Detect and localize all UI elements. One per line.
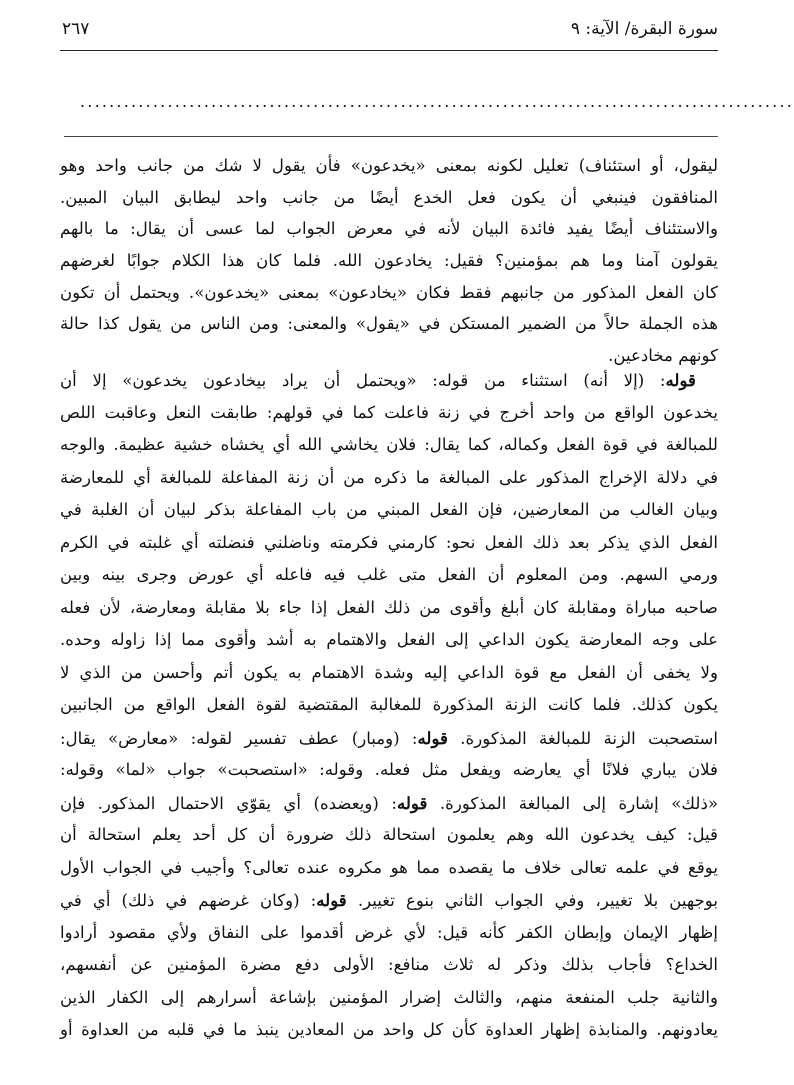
text-segment: فلان يباري فلانًا أي يعارضه ويفعل مثل فعله. وقوله: «استصحبت» جواب «لما» وقوله: (60, 760, 718, 779)
text-segment: استصحبت الزنة للمبالغة المذكورة. (448, 728, 718, 748)
text-segment: قيل: كيف يخدعون الله وهم يعلمون استحالة ذلك ضرورة أن كل أحد يعلم استحالة أن (60, 825, 718, 844)
text-segment: إظهار الإيمان وإبطان الكفر كأنه قيل: لأي غرض أقدموا على النفاق ولأي مقصود أرادوا (60, 922, 718, 942)
text-segment: كونهم مخادعين. (608, 346, 718, 366)
text-segment: الخداع؟ فأجاب بذلك وذكر له ثلاث منافع: الأولى دفع مضرة المؤمنين عن أنفسهم، (60, 955, 718, 974)
text-segment: يعادونهم. والمنابذة إظهار العداوة كأن كل واحد من المعادين ينبذ ما في قلبه من العداوة أو (60, 1020, 718, 1039)
text-line (60, 852, 718, 885)
text-line (60, 429, 718, 462)
text-segment: للمبالغة في قوة الفعل وكماله، كما يقال: فلان يخاشي الله أي يخشاه خشية عظيمة. والوجه (60, 435, 718, 454)
text-segment: يخدعون الواقع من واحد أخرج في زنة فاعلت كما في قولهم: طابقت النعل وعاقبت اللص (60, 402, 718, 422)
text-segment: الفعل الذي يذكر بعد ذلك الفعل نحو: كارمني فكرمته وناضلني فنضلته أي غلبته في الكرم (60, 532, 718, 552)
text-segment: : (ومبار) عطف تفسير لقوله: «معارض» يقال: (60, 728, 418, 748)
text-segment: صاحبه مباراة ومقابلة كان أبلغ وأقوى من ذلك الفعل إذا جاء بلا مقابلة ومعارضة، لأن فعله (60, 597, 718, 617)
text-line (60, 364, 718, 397)
text-segment: وبيان الغالب من المعارضين، فإن الفعل المبني من باب المفاعلة بذكر لبيان أن الغلبة في (60, 500, 718, 519)
text-line (60, 182, 718, 214)
text-segment: ليقول، أو استئناف) تعليل لكونه بمعنى «يخدعون» فأن يقول لا شك من جانب واحد وهو (60, 156, 718, 175)
text-line (60, 917, 718, 950)
text-line (60, 949, 718, 982)
paragraph-2 (60, 364, 718, 1047)
text-segment: يكون كذلك. فلما كانت الزنة المذكورة للمغالبة المقتضية لقوة الفعل الواقع من الجانبين (60, 695, 718, 714)
paragraph-1 (60, 150, 718, 372)
text-line (60, 213, 718, 245)
text-line (60, 624, 718, 657)
text-line (60, 982, 718, 1015)
text-line (60, 308, 718, 340)
text-segment: على وجه المعارضة يكون الداعي إلى الفعل والاهتمام به أشد وأقوى مما إذا زاوله وحده. (60, 630, 718, 649)
text-segment: «ذلك» إشارة إلى المبالغة المذكورة. (427, 793, 718, 813)
text-segment: بوجهين بلا تغيير، وفي الجواب الثاني بنوع تغيير. (346, 891, 718, 910)
text-line (60, 819, 718, 852)
text-line (60, 462, 718, 495)
text-line (60, 787, 718, 820)
text-line (60, 397, 718, 430)
text-segment: كان الفعل المذكور من جانبهم فقط فكان «يخادعون» بمعنى «يخدعون». ويحتمل أن تكون (60, 282, 718, 302)
text-line (60, 527, 718, 560)
text-segment: في دلالة الإخراج المذكور على المبالغة ما ذكره من أن زنة المفاعلة للمبالغة أي للمعارضة (60, 467, 718, 487)
text-segment: والاستئناف أيضًا يفيد فائدة البيان لأنه في معرض الجواب لما عسى أن يقال: ما بالهم (60, 219, 718, 239)
text-segment: والثانية جلب المنفعة منهم، والثالث إضرار المؤمنين بإشاعة أسرارهم إلى الكفار الذين (60, 987, 718, 1007)
text-line (60, 592, 718, 625)
commentary-marker: قوله (396, 792, 428, 813)
text-line (60, 722, 718, 755)
text-line (60, 559, 718, 592)
text-line (60, 1014, 718, 1047)
text-line (60, 689, 718, 722)
header-rule (60, 50, 718, 51)
header-title: سورة البقرة/ الآية: ٩ (570, 19, 718, 39)
text-line (60, 494, 718, 527)
text-segment: المنافقون فينبغي أن يكون فعل الخدع أيضًا من جانب واحد ليطابق البيان المبين. (60, 187, 718, 207)
footnote-rule (64, 136, 718, 137)
text-segment: ورمي السهم. ومن المعلوم أن الفعل متى غلب فيه فاعله أي عورض وجرى بينه وبين (60, 565, 718, 584)
text-segment: هذه الجملة حالاً من الضمير المستكن في «يقول» والمعنى: ومن الناس من يقول كذا حالة (60, 314, 718, 334)
text-segment: يقولون آمنا وما هم بمؤمنين؟ فقيل: يخادعون الله. فلما كان هذا الكلام جوابًا لغرضهم (60, 251, 718, 271)
text-segment: يوقع في علمه تعالى خلاف ما يقصده مما هو مكروه عنده تعالى؟ وأجيب في الجواب الأول (60, 857, 718, 877)
commentary-marker: قوله (417, 727, 448, 748)
text-line (60, 150, 718, 182)
dotted-separator: .................................................................................................. (80, 92, 794, 111)
page-number: ٢٦٧ (62, 19, 90, 39)
commentary-marker: قوله (665, 370, 696, 390)
text-line (60, 884, 718, 917)
commentary-marker: قوله (316, 890, 347, 910)
text-segment: : (إلا أنه) استثناء من قوله: «ويحتمل أن يراد بيخادعون يخدعون» إلا أن (60, 371, 666, 390)
text-line (60, 754, 718, 787)
text-line (60, 245, 718, 277)
text-line (60, 277, 718, 309)
running-header (62, 14, 718, 44)
text-line (60, 657, 718, 690)
text-segment: : (وكان غرضهم في ذلك) أي في (60, 891, 317, 910)
text-segment: : (ويعضده) أي يقوّي الاحتمال المذكور. فإن (60, 793, 397, 813)
text-segment: ولا يخفى أن الفعل مع قوة الداعي إليه وشدة الاهتمام به يكون أتم وأحسن من الذي لا (60, 662, 718, 682)
